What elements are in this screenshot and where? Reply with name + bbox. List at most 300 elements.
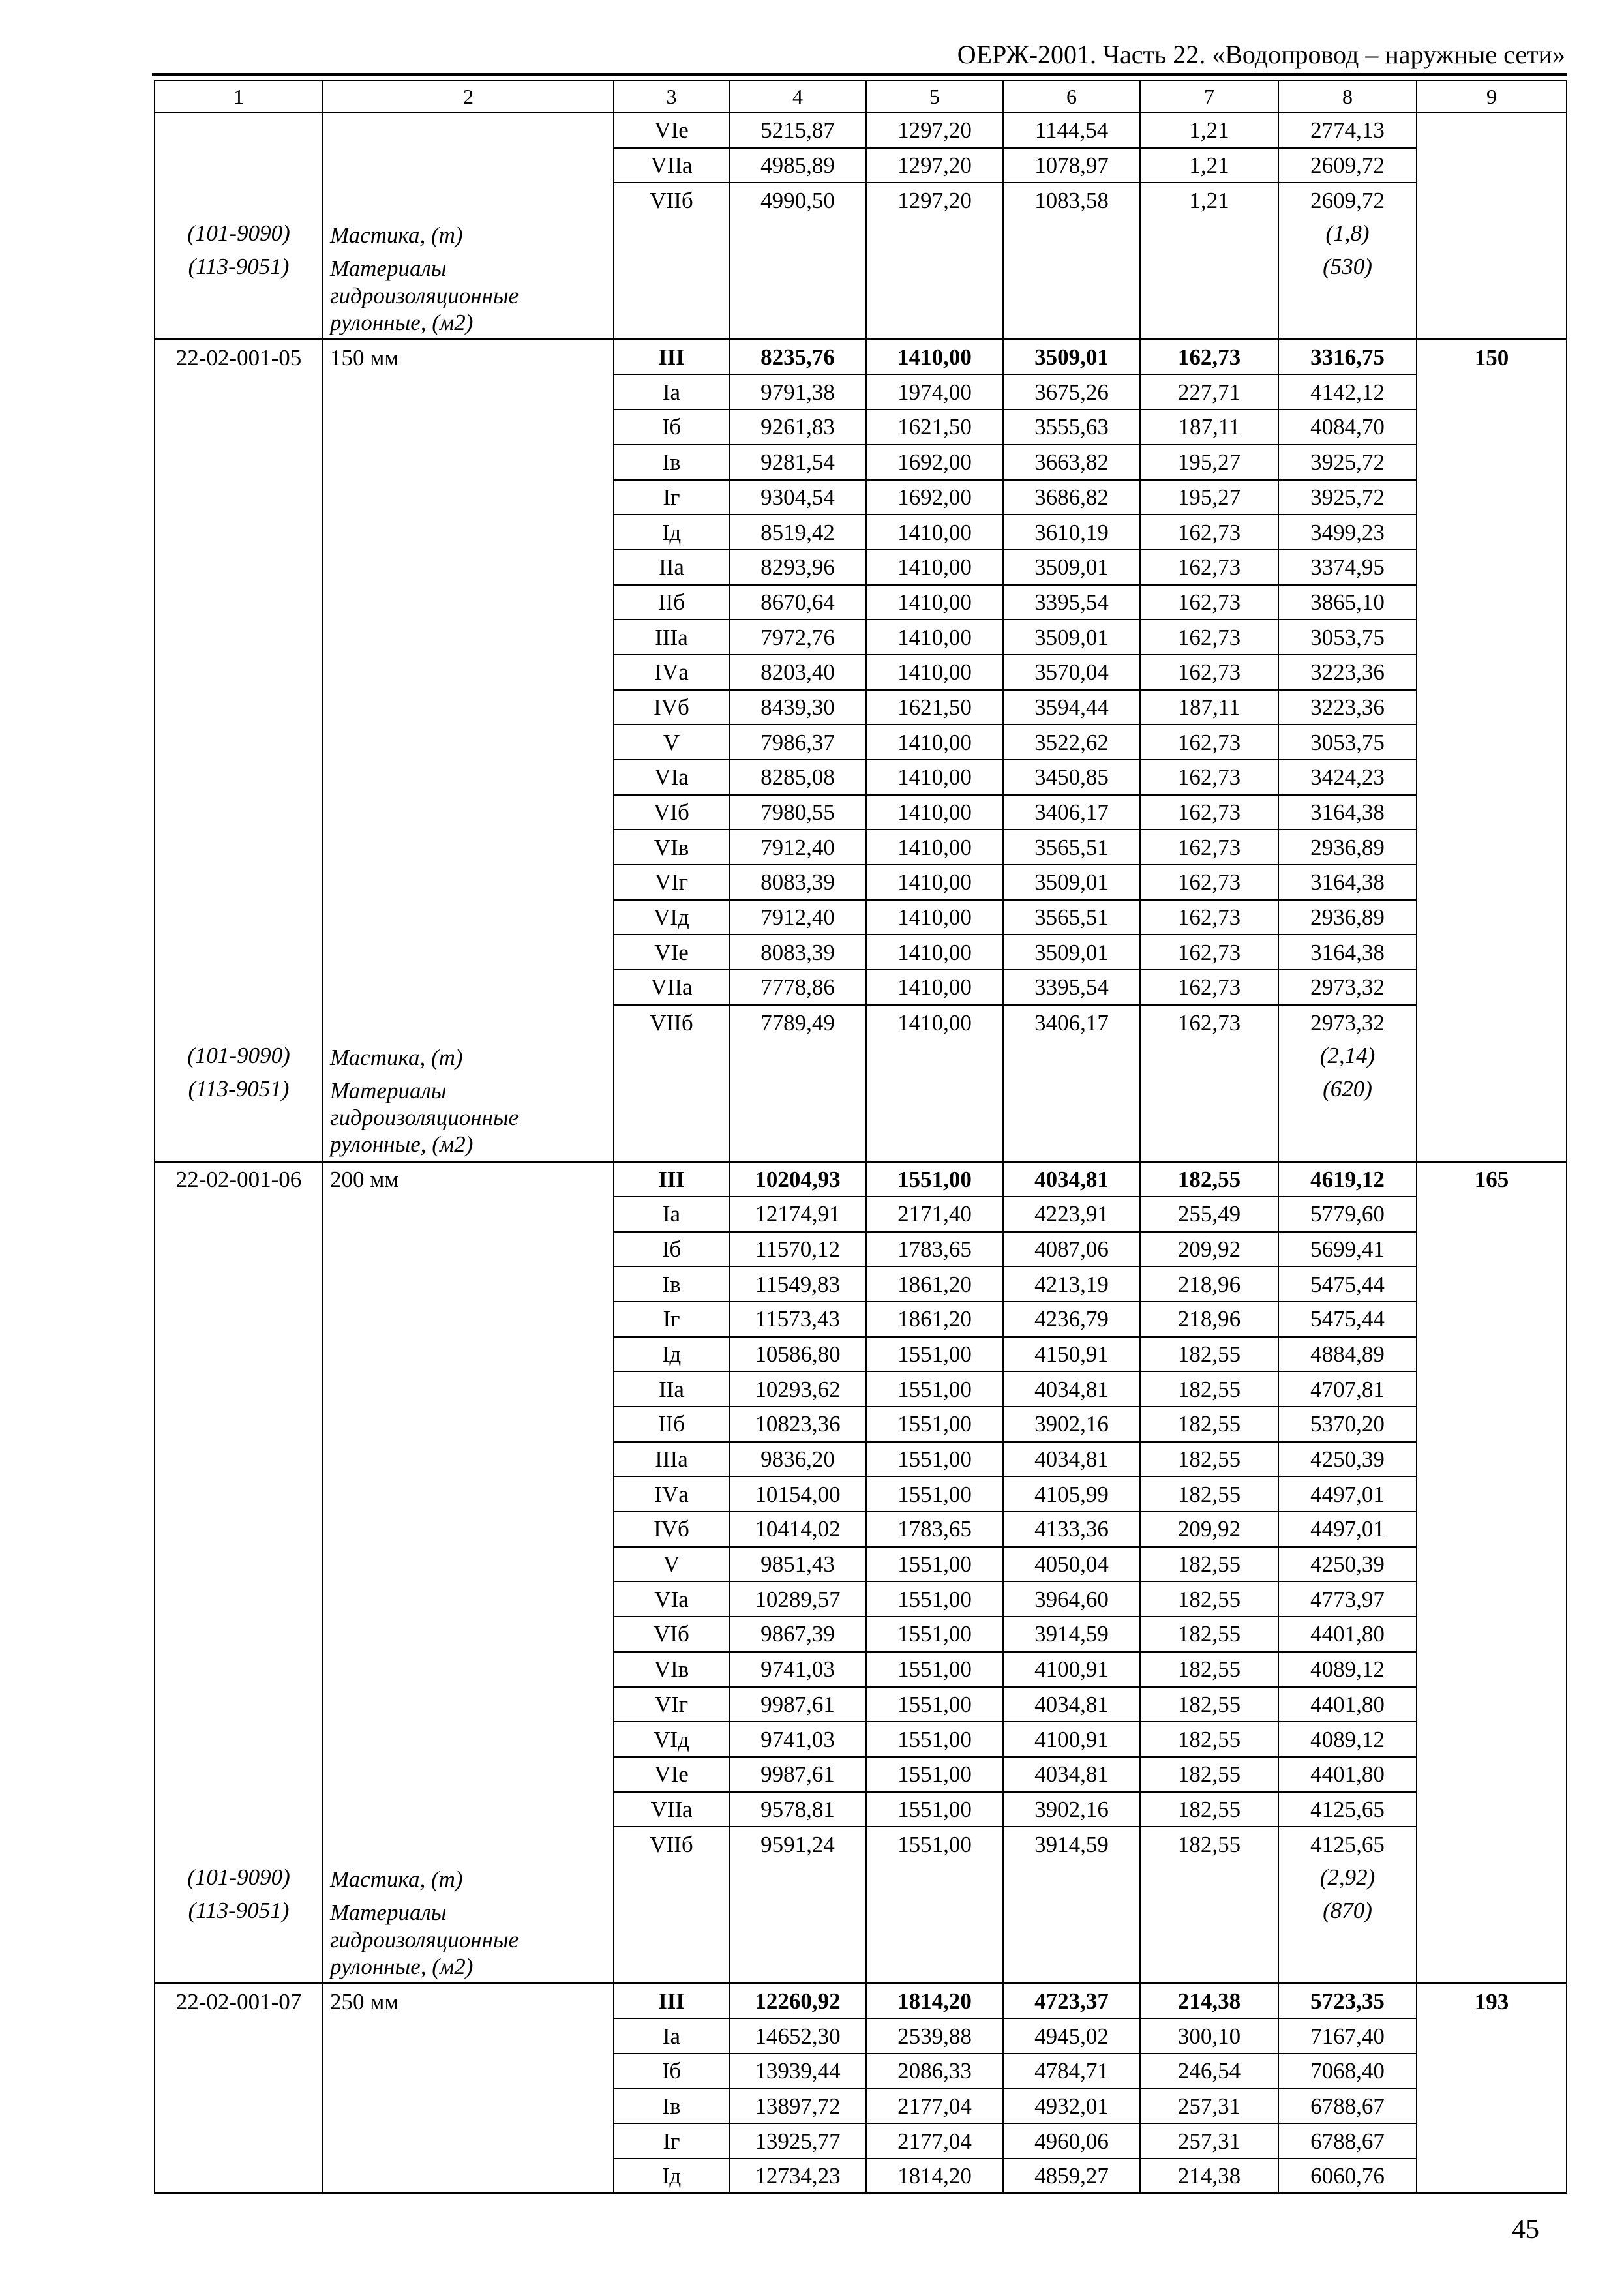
- empty-cell: [323, 1827, 614, 1862]
- table-row: [155, 795, 1567, 830]
- value-cell: 4985,89: [729, 148, 866, 183]
- empty-cell: [614, 1895, 729, 1983]
- value-cell: 4213,19: [1003, 1266, 1140, 1302]
- empty-cell: [155, 795, 323, 830]
- empty-cell: [1417, 690, 1567, 725]
- empty-cell: [1417, 970, 1567, 1005]
- value-cell: 1410,00: [866, 585, 1003, 620]
- value-cell: 3686,82: [1003, 480, 1140, 515]
- value-cell: 4723,37: [1003, 1984, 1140, 2019]
- zone-cell: IIб: [614, 585, 729, 620]
- value-cell: 257,31: [1140, 2089, 1278, 2124]
- value-cell: 3223,36: [1278, 690, 1417, 725]
- value-cell: 1297,20: [866, 148, 1003, 183]
- value-cell: 8293,96: [729, 550, 866, 585]
- value-cell: 1410,00: [866, 655, 1003, 690]
- empty-cell: [155, 1442, 323, 1477]
- value-cell: 5215,87: [729, 113, 866, 148]
- empty-cell: [155, 410, 323, 445]
- empty-cell: [729, 1073, 866, 1161]
- empty-cell: [155, 183, 323, 218]
- value-cell: 182,55: [1140, 1757, 1278, 1792]
- value-cell: 4990,50: [729, 183, 866, 218]
- zone-cell: Iд: [614, 515, 729, 550]
- empty-cell: [155, 1827, 323, 1862]
- zone-cell: IIб: [614, 1407, 729, 1442]
- value-cell: 162,73: [1140, 795, 1278, 830]
- empty-cell: [1417, 725, 1567, 760]
- empty-cell: [323, 1371, 614, 1407]
- value-cell: 3509,01: [1003, 620, 1140, 655]
- value-cell: 2539,88: [866, 2018, 1003, 2054]
- value-cell: 4089,12: [1278, 1652, 1417, 1687]
- empty-cell: [323, 725, 614, 760]
- value-cell: 3164,38: [1278, 865, 1417, 900]
- empty-cell: [155, 374, 323, 410]
- value-cell: 182,55: [1140, 1827, 1278, 1862]
- empty-cell: [323, 1442, 614, 1477]
- empty-cell: [729, 218, 866, 251]
- value-cell: 9867,39: [729, 1617, 866, 1652]
- value-cell: 11549,83: [729, 1266, 866, 1302]
- zone-cell: Iб: [614, 2054, 729, 2089]
- value-cell: 1783,65: [866, 1512, 1003, 1547]
- value-cell: 162,73: [1140, 935, 1278, 970]
- value-cell: 218,96: [1140, 1266, 1278, 1302]
- empty-cell: [614, 218, 729, 251]
- material-quantity: (620): [1278, 1073, 1417, 1161]
- value-cell: 1083,58: [1003, 183, 1140, 218]
- value-cell: 9304,54: [729, 480, 866, 515]
- value-cell: 162,73: [1140, 620, 1278, 655]
- empty-cell: [155, 900, 323, 935]
- value-cell: 4105,99: [1003, 1476, 1140, 1512]
- table-row: [155, 1197, 1567, 1232]
- empty-cell: [155, 1407, 323, 1442]
- value-cell: 1692,00: [866, 480, 1003, 515]
- value-cell: 1078,97: [1003, 148, 1140, 183]
- empty-cell: [155, 1722, 323, 1757]
- empty-cell: [1417, 1687, 1567, 1722]
- empty-cell: [1417, 1827, 1567, 1862]
- table-row: [155, 900, 1567, 935]
- empty-cell: [323, 865, 614, 900]
- value-cell: 4150,91: [1003, 1337, 1140, 1372]
- value-cell: 1410,00: [866, 865, 1003, 900]
- value-cell: 4497,01: [1278, 1476, 1417, 1512]
- value-cell: 182,55: [1140, 1547, 1278, 1582]
- zone-cell: IIа: [614, 550, 729, 585]
- zone-cell: Iв: [614, 445, 729, 480]
- empty-cell: [1417, 113, 1567, 148]
- empty-cell: [323, 1302, 614, 1337]
- value-cell: 182,55: [1140, 1161, 1278, 1197]
- column-number: 5: [866, 80, 1003, 113]
- material-quantity: (1,8): [1278, 218, 1417, 251]
- table-row: [155, 760, 1567, 795]
- empty-cell: [155, 1476, 323, 1512]
- value-cell: 195,27: [1140, 445, 1278, 480]
- empty-cell: [1417, 2018, 1567, 2054]
- value-cell: 3565,51: [1003, 900, 1140, 935]
- value-cell: 1551,00: [866, 1476, 1003, 1512]
- header-rule: [152, 73, 1567, 76]
- zone-cell: Iг: [614, 480, 729, 515]
- value-cell: 1551,00: [866, 1581, 1003, 1617]
- value-cell: 4945,02: [1003, 2018, 1140, 2054]
- value-cell: 3164,38: [1278, 935, 1417, 970]
- value-cell: 3522,62: [1003, 725, 1140, 760]
- empty-cell: [155, 1687, 323, 1722]
- value-cell: 13939,44: [729, 2054, 866, 2089]
- value-cell: 1814,20: [866, 1984, 1003, 2019]
- empty-cell: [1417, 1005, 1567, 1040]
- table-row: [155, 480, 1567, 515]
- empty-cell: [155, 550, 323, 585]
- value-cell: 4773,97: [1278, 1581, 1417, 1617]
- value-cell: 162,73: [1140, 585, 1278, 620]
- empty-cell: [1417, 2123, 1567, 2159]
- empty-cell: [1417, 1547, 1567, 1582]
- table-row: [155, 1232, 1567, 1267]
- empty-cell: [1417, 1232, 1567, 1267]
- zone-cell: VIе: [614, 113, 729, 148]
- value-cell: 4133,36: [1003, 1512, 1140, 1547]
- empty-cell: [729, 1862, 866, 1895]
- value-cell: 162,73: [1140, 760, 1278, 795]
- empty-cell: [323, 1757, 614, 1792]
- value-cell: 162,73: [1140, 340, 1278, 375]
- empty-cell: [323, 1337, 614, 1372]
- value-cell: 8203,40: [729, 655, 866, 690]
- value-cell: 3555,63: [1003, 410, 1140, 445]
- value-cell: 1410,00: [866, 830, 1003, 865]
- empty-cell: [1417, 2054, 1567, 2089]
- column-number: 1: [155, 80, 323, 113]
- value-cell: 9591,24: [729, 1827, 866, 1862]
- table-row: [155, 1407, 1567, 1442]
- zone-cell: V: [614, 1547, 729, 1582]
- value-cell: 3509,01: [1003, 340, 1140, 375]
- table-row: [155, 725, 1567, 760]
- value-cell: 1410,00: [866, 795, 1003, 830]
- zone-cell: VIIа: [614, 1792, 729, 1827]
- value-cell: 1551,00: [866, 1617, 1003, 1652]
- value-cell: 1,21: [1140, 113, 1278, 148]
- value-cell: 3053,75: [1278, 725, 1417, 760]
- value-cell: 1,21: [1140, 183, 1278, 218]
- value-cell: 2086,33: [866, 2054, 1003, 2089]
- value-cell: 4784,71: [1003, 2054, 1140, 2089]
- value-cell: 195,27: [1140, 480, 1278, 515]
- rate-name: 150 мм: [323, 340, 614, 375]
- empty-cell: [1417, 1581, 1567, 1617]
- table-row: [155, 1827, 1567, 1862]
- table-row: [155, 1476, 1567, 1512]
- table-row: [155, 1547, 1567, 1582]
- material-name: Мастика, (т): [323, 1040, 614, 1073]
- empty-cell: [155, 148, 323, 183]
- material-name: Мастика, (т): [323, 1862, 614, 1895]
- value-cell: 3450,85: [1003, 760, 1140, 795]
- empty-cell: [614, 1040, 729, 1073]
- column-number: 6: [1003, 80, 1140, 113]
- column-number-row: [155, 80, 1567, 113]
- value-cell: 4401,80: [1278, 1757, 1417, 1792]
- empty-cell: [155, 1371, 323, 1407]
- empty-cell: [1417, 1512, 1567, 1547]
- value-cell: 13925,77: [729, 2123, 866, 2159]
- zone-cell: IVб: [614, 690, 729, 725]
- zone-cell: VIIб: [614, 1005, 729, 1040]
- table-row: [155, 1757, 1567, 1792]
- value-cell: 2609,72: [1278, 148, 1417, 183]
- table-row: [155, 1512, 1567, 1547]
- value-cell: 4932,01: [1003, 2089, 1140, 2124]
- empty-cell: [614, 251, 729, 339]
- material-quantity: (530): [1278, 251, 1417, 339]
- empty-cell: [729, 1895, 866, 1983]
- empty-cell: [1417, 935, 1567, 970]
- value-cell: 3509,01: [1003, 935, 1140, 970]
- zone-cell: Iв: [614, 2089, 729, 2124]
- column-number: 4: [729, 80, 866, 113]
- table-row: [155, 690, 1567, 725]
- value-cell: 246,54: [1140, 2054, 1278, 2089]
- value-cell: 3316,75: [1278, 340, 1417, 375]
- value-cell: 2171,40: [866, 1197, 1003, 1232]
- value-cell: 2177,04: [866, 2089, 1003, 2124]
- value-cell: 8083,39: [729, 935, 866, 970]
- value-cell: 10154,00: [729, 1476, 866, 1512]
- table-row: [155, 113, 1567, 148]
- zone-cell: Iб: [614, 410, 729, 445]
- zone-cell: VIIа: [614, 970, 729, 1005]
- value-cell: 4142,12: [1278, 374, 1417, 410]
- zone-cell: VIг: [614, 1687, 729, 1722]
- value-cell: 2973,32: [1278, 1005, 1417, 1040]
- empty-cell: [866, 1040, 1003, 1073]
- empty-cell: [1003, 1862, 1140, 1895]
- empty-cell: [323, 1617, 614, 1652]
- zone-cell: VIб: [614, 1617, 729, 1652]
- value-cell: 12260,92: [729, 1984, 866, 2019]
- table-row: [155, 2123, 1567, 2159]
- value-cell: 4050,04: [1003, 1547, 1140, 1582]
- empty-cell: [323, 1652, 614, 1687]
- table-row: [155, 1652, 1567, 1687]
- empty-cell: [155, 113, 323, 148]
- value-cell: 7778,86: [729, 970, 866, 1005]
- running-header: ОЕРЖ-2001. Часть 22. «Водопровод – наружные сети»: [957, 40, 1565, 69]
- zone-cell: III: [614, 1161, 729, 1197]
- rate-name: 200 мм: [323, 1161, 614, 1197]
- empty-cell: [155, 1512, 323, 1547]
- empty-cell: [323, 148, 614, 183]
- value-cell: 1551,00: [866, 1161, 1003, 1197]
- value-cell: 1551,00: [866, 1687, 1003, 1722]
- column-number: 7: [1140, 80, 1278, 113]
- value-cell: 162,73: [1140, 655, 1278, 690]
- material-quantity: (2,14): [1278, 1040, 1417, 1073]
- empty-cell: [155, 2159, 323, 2194]
- empty-cell: [323, 1407, 614, 1442]
- zone-cell: VIв: [614, 1652, 729, 1687]
- table-row: [155, 2159, 1567, 2194]
- empty-cell: [1003, 218, 1140, 251]
- rate-name: 250 мм: [323, 1984, 614, 2019]
- table-row: [155, 148, 1567, 183]
- value-cell: 4223,91: [1003, 1197, 1140, 1232]
- value-cell: 7167,40: [1278, 2018, 1417, 2054]
- material-name: Материалы гидроизоляционные рулонные, (м2): [323, 251, 614, 339]
- value-cell: 4034,81: [1003, 1161, 1140, 1197]
- table-row: [155, 410, 1567, 445]
- value-cell: 10414,02: [729, 1512, 866, 1547]
- empty-cell: [1417, 2089, 1567, 2124]
- value-cell: 2936,89: [1278, 830, 1417, 865]
- zone-cell: IIIа: [614, 1442, 729, 1477]
- value-cell: 3902,16: [1003, 1407, 1140, 1442]
- empty-cell: [155, 725, 323, 760]
- value-cell: 3053,75: [1278, 620, 1417, 655]
- table-row: [155, 1005, 1567, 1040]
- value-cell: 3675,26: [1003, 374, 1140, 410]
- empty-cell: [323, 1005, 614, 1040]
- value-cell: 12174,91: [729, 1197, 866, 1232]
- rate-code: 22-02-001-05: [155, 340, 323, 375]
- table-row: [155, 1337, 1567, 1372]
- value-cell: 182,55: [1140, 1792, 1278, 1827]
- value-cell: 2973,32: [1278, 970, 1417, 1005]
- column-number: 3: [614, 80, 729, 113]
- value-cell: 162,73: [1140, 970, 1278, 1005]
- value-cell: 12734,23: [729, 2159, 866, 2194]
- empty-cell: [155, 1266, 323, 1302]
- empty-cell: [1417, 251, 1567, 339]
- value-cell: 4084,70: [1278, 410, 1417, 445]
- value-cell: 1410,00: [866, 935, 1003, 970]
- column-number: 9: [1417, 80, 1567, 113]
- value-cell: 4960,06: [1003, 2123, 1140, 2159]
- value-cell: 1410,00: [866, 620, 1003, 655]
- value-cell: 1551,00: [866, 1442, 1003, 1477]
- value-cell: 1551,00: [866, 1722, 1003, 1757]
- empty-cell: [1417, 865, 1567, 900]
- zone-cell: VIIб: [614, 183, 729, 218]
- zone-cell: VIе: [614, 935, 729, 970]
- value-cell: 9987,61: [729, 1757, 866, 1792]
- empty-cell: [323, 480, 614, 515]
- empty-cell: [1417, 585, 1567, 620]
- empty-cell: [323, 1581, 614, 1617]
- empty-cell: [323, 585, 614, 620]
- value-cell: 1410,00: [866, 515, 1003, 550]
- value-cell: 162,73: [1140, 865, 1278, 900]
- empty-cell: [1417, 1895, 1567, 1983]
- value-cell: 11570,12: [729, 1232, 866, 1267]
- empty-cell: [1417, 480, 1567, 515]
- value-cell: 4707,81: [1278, 1371, 1417, 1407]
- empty-cell: [1417, 1862, 1567, 1895]
- value-cell: 9851,43: [729, 1547, 866, 1582]
- value-cell: 182,55: [1140, 1722, 1278, 1757]
- empty-cell: [1417, 1476, 1567, 1512]
- value-cell: 227,71: [1140, 374, 1278, 410]
- zone-cell: VIд: [614, 1722, 729, 1757]
- value-cell: 1551,00: [866, 1652, 1003, 1687]
- value-cell: 3865,10: [1278, 585, 1417, 620]
- empty-cell: [1417, 515, 1567, 550]
- empty-cell: [1140, 1895, 1278, 1983]
- value-cell: 9741,03: [729, 1652, 866, 1687]
- table-row: [155, 515, 1567, 550]
- value-cell: 162,73: [1140, 725, 1278, 760]
- value-cell: 1551,00: [866, 1547, 1003, 1582]
- value-cell: 3902,16: [1003, 1792, 1140, 1827]
- value-cell: 214,38: [1140, 1984, 1278, 2019]
- value-cell: 162,73: [1140, 1005, 1278, 1040]
- table-row: [155, 1722, 1567, 1757]
- value-cell: 4034,81: [1003, 1757, 1140, 1792]
- value-cell: 187,11: [1140, 410, 1278, 445]
- zone-cell: VIе: [614, 1757, 729, 1792]
- empty-cell: [1417, 1792, 1567, 1827]
- empty-cell: [1417, 445, 1567, 480]
- table-row: [155, 2018, 1567, 2054]
- value-cell: 1974,00: [866, 374, 1003, 410]
- empty-cell: [1417, 1302, 1567, 1337]
- value-cell: 1410,00: [866, 725, 1003, 760]
- zone-cell: VIв: [614, 830, 729, 865]
- value-cell: 5723,35: [1278, 1984, 1417, 2019]
- empty-cell: [323, 1722, 614, 1757]
- material-code: (101-9090): [155, 218, 323, 251]
- empty-cell: [155, 690, 323, 725]
- value-cell: 13897,72: [729, 2089, 866, 2124]
- value-cell: 182,55: [1140, 1687, 1278, 1722]
- value-cell: 3925,72: [1278, 480, 1417, 515]
- table-row: [155, 1442, 1567, 1477]
- value-cell: 8235,76: [729, 340, 866, 375]
- empty-cell: [323, 1792, 614, 1827]
- empty-cell: [729, 1040, 866, 1073]
- empty-cell: [323, 830, 614, 865]
- empty-cell: [323, 1547, 614, 1582]
- value-cell: 6788,67: [1278, 2123, 1417, 2159]
- empty-cell: [155, 1337, 323, 1372]
- labor-cell: 193: [1417, 1984, 1567, 2019]
- value-cell: 1410,00: [866, 900, 1003, 935]
- zone-cell: IVа: [614, 655, 729, 690]
- value-cell: 9741,03: [729, 1722, 866, 1757]
- value-cell: 162,73: [1140, 900, 1278, 935]
- table-row: [155, 183, 1567, 218]
- empty-cell: [155, 1547, 323, 1582]
- table-row: [155, 585, 1567, 620]
- value-cell: 7912,40: [729, 900, 866, 935]
- empty-cell: [1417, 1407, 1567, 1442]
- value-cell: 182,55: [1140, 1337, 1278, 1372]
- value-cell: 2936,89: [1278, 900, 1417, 935]
- material-code: (101-9090): [155, 1040, 323, 1073]
- value-cell: 5475,44: [1278, 1302, 1417, 1337]
- value-cell: 8519,42: [729, 515, 866, 550]
- empty-cell: [1417, 1371, 1567, 1407]
- value-cell: 4250,39: [1278, 1442, 1417, 1477]
- value-cell: 1551,00: [866, 1792, 1003, 1827]
- empty-cell: [323, 620, 614, 655]
